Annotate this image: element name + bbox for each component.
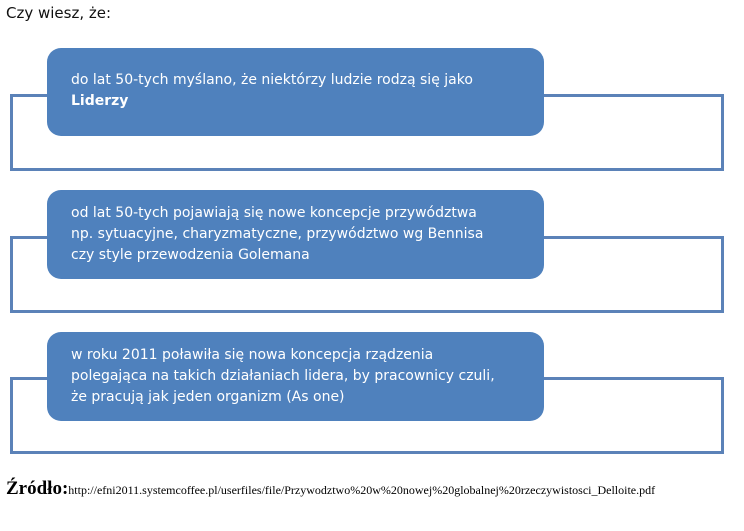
- page-title: Czy wiesz, że:: [6, 4, 112, 22]
- info-box-2-line-1: od lat 50-tych pojawiają się nowe koncepcje przywództwa: [71, 205, 477, 221]
- info-box-3-line-1: w roku 2011 poławiła się nowa koncepcja rządzenia: [71, 347, 434, 363]
- info-box-3-line-3: że pracują jak jeden organizm (As one): [71, 389, 345, 405]
- info-box-3-line-2: polegająca na takich działaniach lidera, by pracownicy czuli,: [71, 368, 495, 384]
- info-box-2-line-3: czy style przewodzenia Golemana: [71, 247, 310, 263]
- info-box-1-line-2: Liderzy: [71, 93, 129, 109]
- info-box-3: [47, 332, 544, 421]
- info-box-2: [47, 190, 544, 279]
- info-box-1: [47, 48, 544, 136]
- source-url: http://efni2011.systemcoffee.pl/userfiles/file/Przywodztwo%20w%20nowej%20globalnej%20rzeczywistosci_Delloite.pdf: [68, 483, 656, 497]
- info-box-1-line-1: do lat 50-tych myślano, że niektórzy ludzie rodzą się jako: [71, 72, 473, 88]
- source-label: Źródło:: [6, 478, 69, 499]
- info-box-2-line-2: np. sytuacyjne, charyzmatyczne, przywództwo wg Bennisa: [71, 226, 484, 242]
- source-citation: [6, 478, 655, 500]
